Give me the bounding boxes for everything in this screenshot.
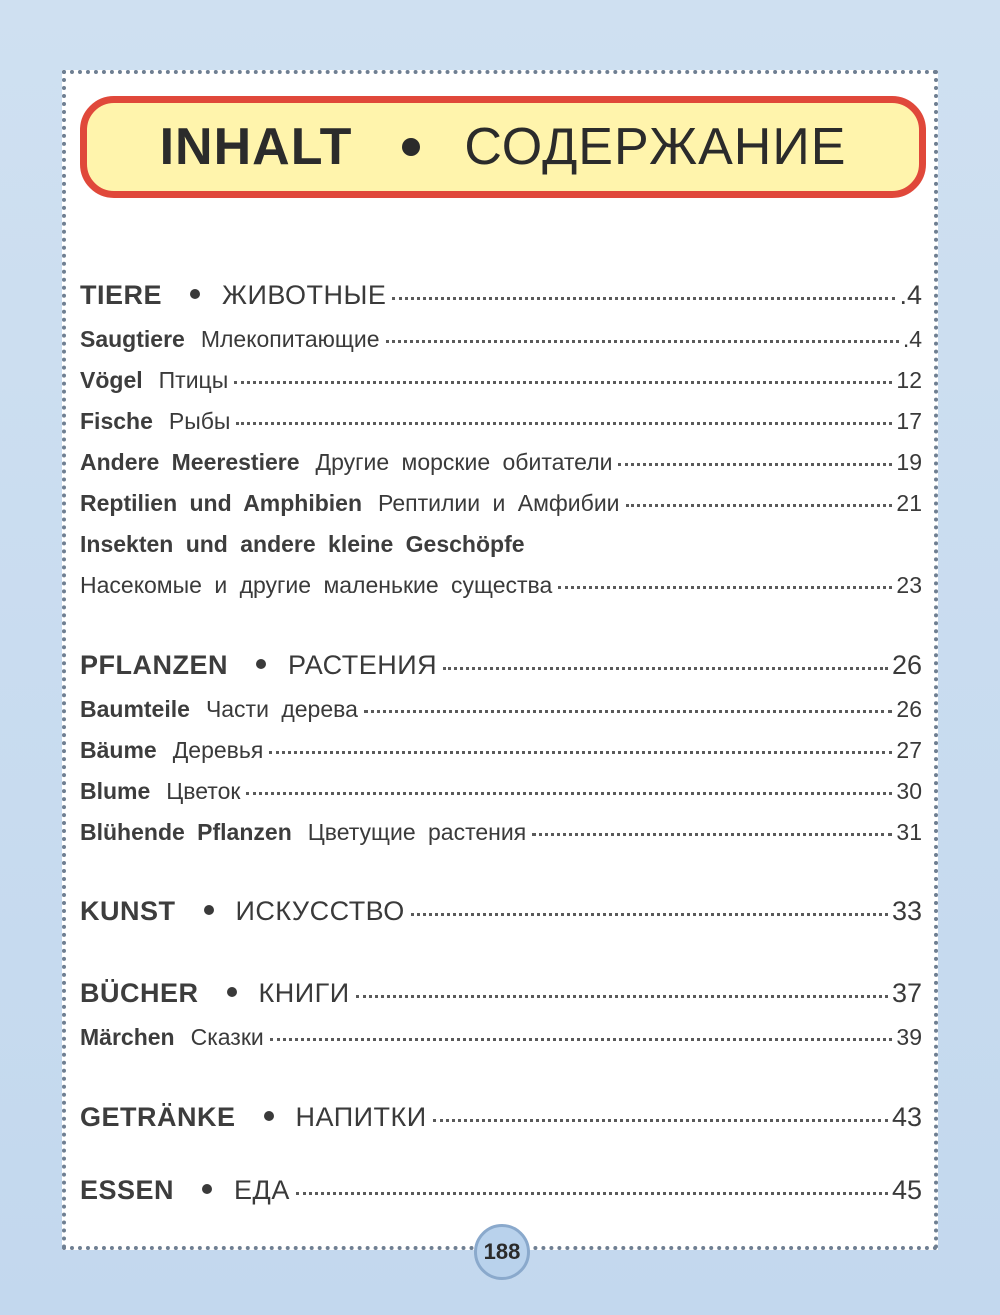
page-number-badge: 188 <box>474 1224 530 1280</box>
title-german: INHALT <box>159 118 353 176</box>
toc-section-kunst[interactable] <box>80 896 922 927</box>
toc-entry[interactable] <box>80 819 922 846</box>
dot-leader <box>558 586 892 589</box>
entry-russian: ЕДА <box>234 1175 290 1205</box>
dot-leader <box>246 792 892 795</box>
dot-leader <box>296 1192 888 1195</box>
entry-page: 39 <box>896 1024 922 1050</box>
bullet-icon <box>190 289 200 299</box>
entry-russian: ИСКУССТВО <box>235 896 405 926</box>
bullet-icon <box>202 1184 212 1194</box>
entry-russian: Деревья <box>172 737 264 763</box>
dot-leader <box>532 833 892 836</box>
bullet-icon <box>227 987 237 997</box>
entry-russian: Насекомые и другие маленькие существа <box>80 572 553 598</box>
toc-section-getraenke[interactable] <box>80 1102 922 1133</box>
dot-leader <box>433 1119 888 1122</box>
dot-leader <box>618 463 892 466</box>
entry-german: TIERE <box>80 280 163 310</box>
entry-russian: КНИГИ <box>258 978 350 1008</box>
toc-section-tiere[interactable] <box>80 280 922 311</box>
title-russian: СОДЕРЖАНИЕ <box>464 118 847 176</box>
bullet-icon <box>402 138 420 156</box>
entry-russian: Рептилии и Амфибии <box>378 490 620 516</box>
entry-german: Bäume <box>80 737 157 763</box>
entry-russian: НАПИТКИ <box>295 1102 427 1132</box>
toc-section-pflanzen[interactable] <box>80 650 922 681</box>
entry-page: 43 <box>891 1102 922 1132</box>
toc-entry[interactable] <box>80 326 922 353</box>
entry-russian: ЖИВОТНЫЕ <box>222 280 387 310</box>
entry-german: Blume <box>80 778 151 804</box>
entry-russian: Части дерева <box>205 696 358 722</box>
toc-section-essen[interactable] <box>80 1175 922 1206</box>
toc-entry[interactable] <box>80 696 922 723</box>
entry-page: 26 <box>896 696 922 722</box>
toc-entry-heading[interactable] <box>80 531 922 558</box>
toc-entry[interactable] <box>80 367 922 394</box>
entry-german: Insekten und andere kleine Geschöpfe <box>80 531 525 557</box>
entry-german: Saugtiere <box>80 326 185 352</box>
entry-page: 30 <box>896 778 922 804</box>
entry-page: 17 <box>896 408 922 434</box>
entry-german: BÜCHER <box>80 978 199 1008</box>
entry-russian: Цветок <box>166 778 241 804</box>
entry-german: Vögel <box>80 367 143 393</box>
entry-russian: Рыбы <box>168 408 231 434</box>
toc-entry[interactable] <box>80 572 922 599</box>
dot-leader <box>270 1038 893 1041</box>
entry-german: GETRÄNKE <box>80 1102 236 1132</box>
entry-page: 19 <box>896 449 922 475</box>
entry-german: Andere Meerestiere <box>80 449 300 475</box>
dot-leader <box>386 340 899 343</box>
entry-page: 26 <box>891 650 922 680</box>
entry-german: ESSEN <box>80 1175 175 1205</box>
entry-russian: Цветущие растения <box>307 819 527 845</box>
entry-german: Blühende Pflanzen <box>80 819 292 845</box>
entry-german: Baumteile <box>80 696 190 722</box>
toc-entry[interactable] <box>80 737 922 764</box>
dot-leader <box>234 381 892 384</box>
toc-entry[interactable] <box>80 1024 922 1051</box>
entry-german: Märchen <box>80 1024 175 1050</box>
entry-page: 12 <box>896 367 922 393</box>
entry-german: Fische <box>80 408 153 434</box>
bullet-icon <box>256 659 266 669</box>
bullet-icon <box>204 905 214 915</box>
toc-entry[interactable] <box>80 449 922 476</box>
dot-leader <box>269 751 892 754</box>
entry-page: 27 <box>896 737 922 763</box>
page-title <box>80 96 926 198</box>
entry-russian: Сказки <box>190 1024 264 1050</box>
toc-section-buecher[interactable] <box>80 978 922 1009</box>
bullet-icon <box>264 1111 274 1121</box>
toc-entry[interactable] <box>80 490 922 517</box>
entry-page: 21 <box>896 490 922 516</box>
dot-leader <box>356 995 888 998</box>
entry-german: PFLANZEN <box>80 650 228 680</box>
dot-leader <box>236 422 892 425</box>
entry-russian: Птицы <box>158 367 229 393</box>
toc-entry[interactable] <box>80 778 922 805</box>
entry-page: 45 <box>891 1175 922 1205</box>
dot-leader <box>411 913 888 916</box>
dot-leader <box>443 667 888 670</box>
dot-leader <box>392 297 895 300</box>
entry-page: .4 <box>902 326 922 352</box>
entry-russian: Млекопитающие <box>200 326 380 352</box>
dot-leader <box>626 504 893 507</box>
entry-russian: Другие морские обитатели <box>315 449 613 475</box>
entry-page: 31 <box>896 819 922 845</box>
entry-german: Reptilien und Amphibien <box>80 490 363 516</box>
entry-russian: РАСТЕНИЯ <box>288 650 438 680</box>
entry-page: .4 <box>899 280 922 310</box>
entry-page: 33 <box>891 896 922 926</box>
entry-page: 37 <box>891 978 922 1008</box>
toc-entry[interactable] <box>80 408 922 435</box>
entry-page: 23 <box>896 572 922 598</box>
entry-german: KUNST <box>80 896 176 926</box>
dot-leader <box>364 710 893 713</box>
